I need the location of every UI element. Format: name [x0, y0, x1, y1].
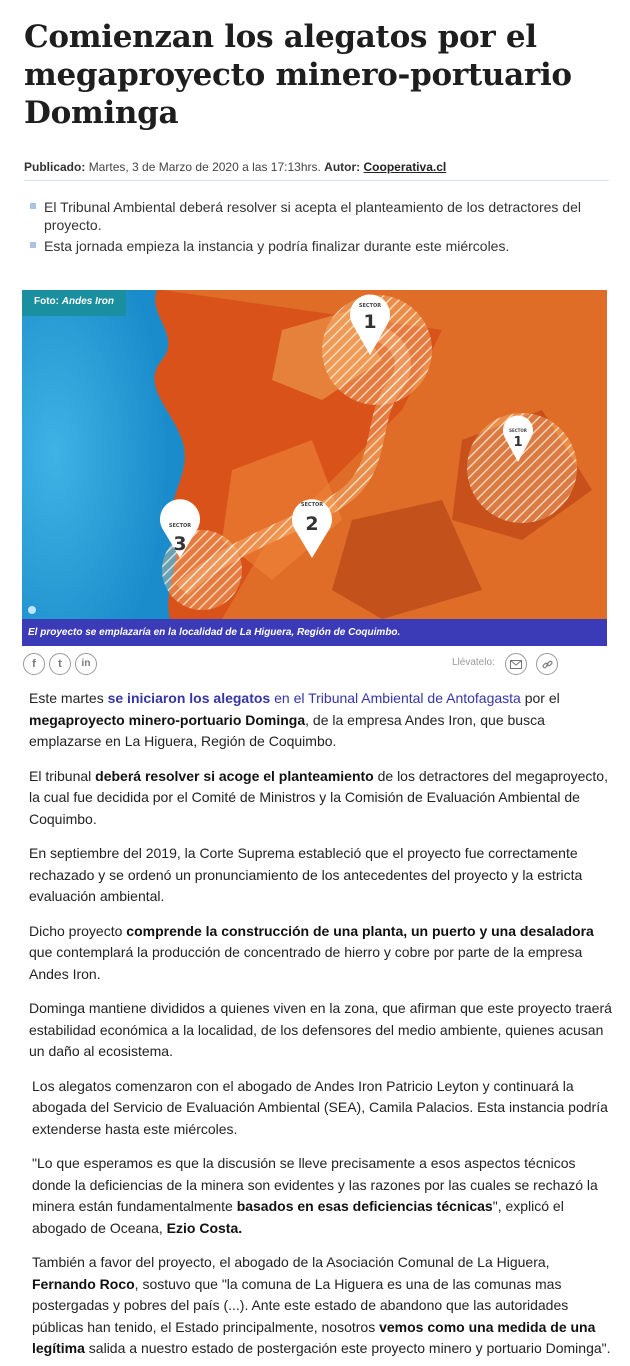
photo-credit	[22, 290, 126, 316]
sector-marker-d-word: SECTOR	[168, 523, 192, 529]
sector-marker-d-number: 3	[173, 533, 187, 555]
email-share-icon[interactable]	[505, 653, 527, 675]
paragraph: Dominga mantiene divididos a quienes viven en la zona, que afirman que este proyecto traerá estabilidad económica a la localidad, de los defensores del medio ambiente, quienes acusan un daño al ecosistema.	[29, 1000, 612, 1059]
summary-bullets	[30, 198, 590, 258]
article-photo[interactable]	[22, 290, 607, 619]
summary-bullet-text: El Tribunal Ambiental deberá resolver si acepta el planteamiento de los detractores del proyecto.	[44, 199, 581, 233]
linkedin-share-icon[interactable]: in	[75, 653, 97, 675]
paragraph: Los alegatos comenzaron con el abogado de Andes Iron Patricio Leyton y continuará la abogada del Servicio de Evaluación Ambiental (SEA), Camila Palacios. Esta instancia podría extenderse hasta este miércoles.	[32, 1077, 608, 1137]
copy-link-icon[interactable]	[536, 653, 558, 675]
photo-credit-label: Foto:	[34, 296, 59, 307]
published-label: Publicado:	[24, 160, 86, 174]
link-chain-icon	[542, 659, 553, 670]
paragraph: Dicho proyecto comprende la construcción de una planta, un puerto y una desaladora que contemplará la producción de concentrado de hierro y cobre por parte de la empresa Andes Iron.	[29, 922, 594, 982]
twitter-share-icon[interactable]: t	[49, 653, 71, 675]
paragraph-quote: "Lo que esperamos es que la discusión se lleve precisamente a esos aspectos técnicos donde la deficiencias de la minera son evidentes y las razones por las cuales se rechazó la minera están fundamentalmente basados en esas deficiencias técnicas", explicó el abogado de Oceana, Ezio Costa.	[32, 1155, 598, 1236]
facebook-share-icon[interactable]: f	[23, 653, 45, 675]
link-tribunal[interactable]: en el Tribunal Ambiental de Antofagasta	[270, 690, 521, 706]
sector-marker-b-word: SECTOR	[509, 428, 527, 433]
share-bar	[22, 653, 607, 677]
sector-marker-a-number: 1	[363, 311, 377, 333]
paragraph: Este martes se iniciaron los alegatos en el Tribunal Ambiental de Antofagasta por el megaproyecto minero-portuario Dominga, de la empresa Andes Iron, que busca emplazarse en La Higuera, Región de Coquimbo.	[29, 690, 560, 749]
paragraph: También a favor del proyecto, el abogado de la Asociación Comunal de La Higuera, Fernando Roco, sostuvo que "la comuna de La Higuera es una de las comunas mas postergadas y pobres del país (...). Ante este estado de abandono que las autoridades públicas han tenido, el Estado principalmente, nosotros vemos como una medida de una legítima salida a nuestro estado de postergación este proyecto minero y portuario Dominga".	[32, 1254, 611, 1356]
paragraph: En septiembre del 2019, la Corte Suprema estableció que el proyecto fue correctamente rechazado y se ordenó un pronunciamiento de los antecedentes del proyecto y la estricta evaluación ambiental.	[29, 845, 583, 904]
summary-bullet	[30, 198, 590, 234]
author-label: Autor:	[324, 160, 361, 174]
project-map-illustration	[22, 290, 607, 619]
link-alegatos[interactable]: se iniciaron los alegatos	[107, 690, 271, 706]
article-body	[29, 688, 614, 1366]
summary-bullet	[30, 237, 590, 255]
bullet-square-icon	[30, 203, 36, 209]
envelope-icon	[510, 660, 522, 669]
article-title: Comienzan los alegatos por el megaproyecto minero-portuario Dominga	[24, 19, 572, 131]
take-it-label: Llévatelo:	[452, 657, 495, 668]
published-date: Martes, 3 de Marzo de 2020 a las 17:13hrs.	[88, 160, 321, 174]
photo-credit-value: Andes Iron	[61, 296, 115, 307]
sector-marker-c-word: SECTOR	[300, 502, 324, 508]
sector-marker-a-word: SECTOR	[358, 303, 382, 309]
author-link[interactable]: Cooperativa.cl	[363, 160, 447, 174]
paragraph: El tribunal deberá resolver si acoge el planteamiento de los detractores del megaproyecto, la cual fue decidida por el Comité de Ministros y la Comisión de Evaluación Ambiental de Coquimbo.	[29, 767, 608, 827]
photo-caption: El proyecto se emplazaría en la localidad de La Higuera, Región de Coquimbo.	[22, 619, 607, 646]
sector-marker-b-number: 1	[513, 435, 523, 450]
sector-marker-c-number: 2	[305, 513, 319, 535]
bullet-square-icon	[30, 242, 36, 248]
article-byline	[24, 159, 609, 181]
summary-bullet-text: Esta jornada empieza la instancia y podría finalizar durante este miércoles.	[44, 238, 510, 254]
